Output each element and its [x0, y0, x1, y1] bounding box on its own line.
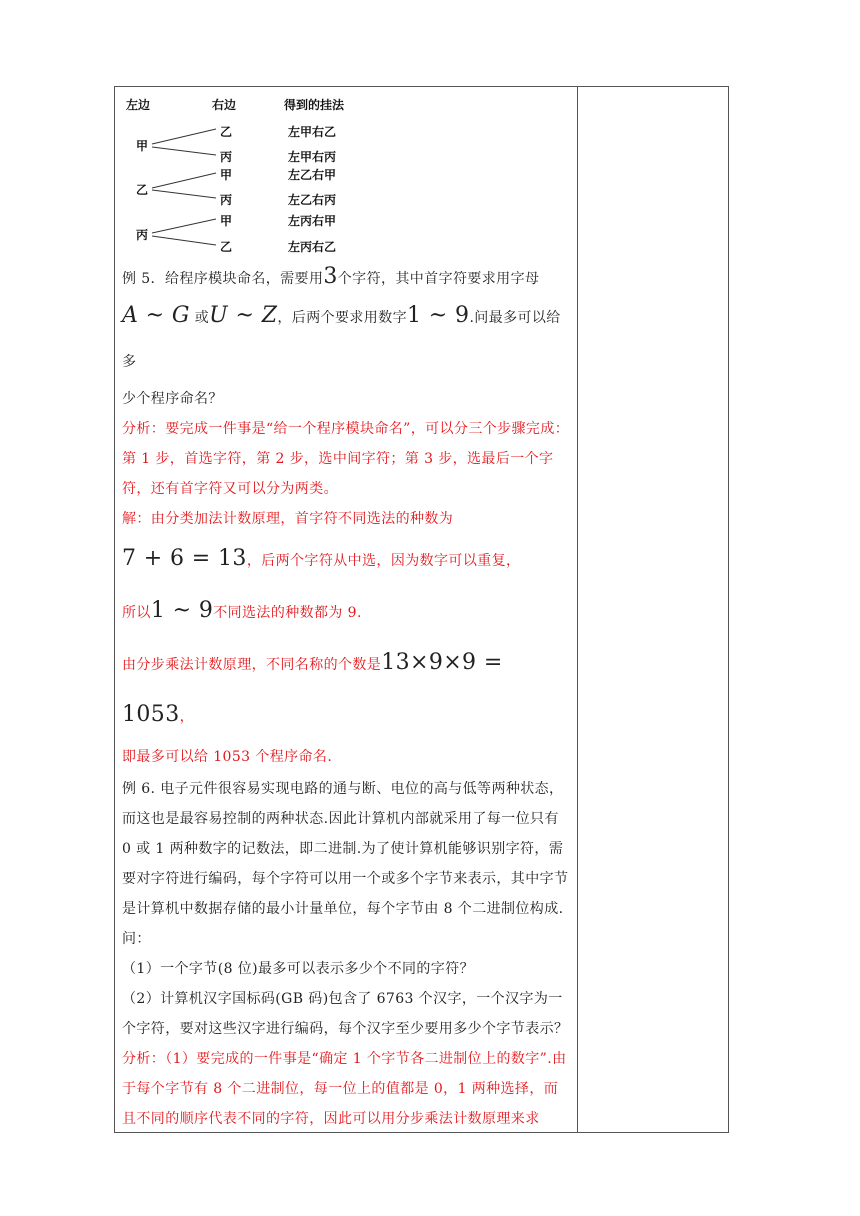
tree-result: 左甲右丙: [288, 150, 337, 164]
solution5-line1: 解：由分类加法计数原理，首字符不同选法的种数为: [122, 511, 454, 527]
analysis6: 分析：（1）要完成的一件事是“确定 1 个字节各二进制位上的数字”.由于每个字节有 8 个二进制位，每一位上的值都是 0，1 两种选择，而且不同的顺序代表不同的字符，因此可以用分步乘法计数原理来求: [122, 1051, 567, 1127]
tree-root: 丙: [136, 228, 149, 242]
tree-diagram: [122, 92, 382, 252]
example5-line2: A ~ G 或U ~ Z，后两个要求用数字1 ~ 9.问最多可以给多: [122, 303, 561, 370]
tree-header-result: 得到的挂法: [284, 98, 345, 112]
tree-result: 左乙右甲: [288, 168, 337, 182]
example5-line1: 例 5．给程序模块命名，需要用3个字符，其中首字符要求用字母: [122, 264, 540, 289]
tree-branch: 乙: [220, 125, 233, 139]
solution5-line4: 由分步乘法计数原理，不同名称的个数是13×9×9 = 1053，: [122, 650, 503, 727]
tree-result: 左甲右乙: [288, 125, 337, 139]
tree-branch: 甲: [220, 214, 233, 228]
tree-branch: 丙: [220, 150, 233, 164]
tree-root: 乙: [136, 183, 149, 197]
tree-branch: 乙: [220, 240, 233, 254]
solution5-line5: 即最多可以给 1053 个程序命名.: [122, 749, 333, 765]
solution5-line2: 7 + 6 = 13，后两个字符从中选，因为数字可以重复，: [122, 546, 521, 571]
tree-root: 甲: [136, 139, 149, 153]
example6-q2: （2）计算机汉字国标码(GB 码)包含了 6763 个汉字，一个汉字为一个字符，要对这些汉字进行编码，每个汉字至少要用多少个字节表示？: [122, 991, 569, 1037]
tree-branch: 丙: [220, 193, 233, 207]
example6-text: 例 6. 电子元件很容易实现电路的通与断、电位的高与低等两种状态，而这也是最容易控制的两种状态.因此计算机内部就采用了每一位只有 0 或 1 两种数字的记数法，即二进制.为了使计算机能够识别字符，需要对字符进行编码，每个字符可以用一个或多个字节来表示，其中字节是计算机中数据存储的最小计量单位，每个字节由 8 个二进制位构成.问：: [122, 781, 569, 947]
tree-result: 左丙右甲: [288, 214, 337, 228]
example6-q1: （1）一个字节(8 位)最多可以表示多少个不同的字符？: [122, 961, 474, 977]
analysis5: 分析：要完成一件事是“给一个程序模块命名”，可以分三个步骤完成：第 1 步，首选字符，第 2 步，选中间字符；第 3 步，选最后一个字符，还有首字符又可以分为两类。: [122, 421, 570, 497]
tree-result: 左丙右乙: [288, 240, 337, 254]
solution5-line3: 所以1 ~ 9不同选法的种数都为 9.: [122, 598, 362, 623]
table-column-divider: [577, 86, 578, 1133]
tree-branch: 甲: [220, 168, 233, 182]
content-cell: [122, 92, 572, 1134]
tree-result: 左乙右丙: [288, 193, 337, 207]
tree-header-left: 左边: [126, 98, 151, 112]
tree-header-right: 右边: [212, 98, 237, 112]
tree-branches: [122, 92, 382, 252]
example5-line3: 少个程序命名？: [122, 391, 223, 407]
